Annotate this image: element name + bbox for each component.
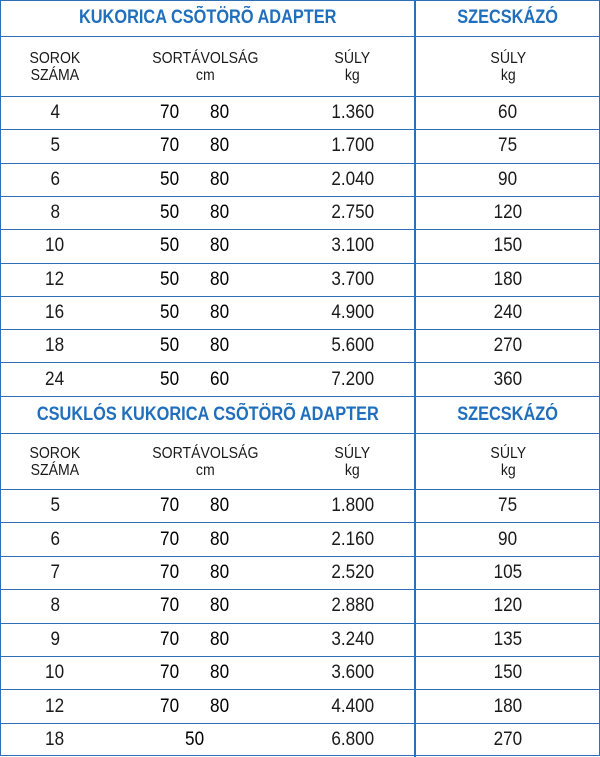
row-spacing-a-cell: 50 <box>160 335 180 357</box>
table-row <box>0 556 600 589</box>
row-spacing-b-cell: 80 <box>210 628 230 650</box>
table1-divider <box>414 0 416 396</box>
row-spacing-b-cell: 80 <box>210 528 230 550</box>
row-count-cell: 8 <box>50 202 60 224</box>
row-spacing-b-cell: 80 <box>210 268 230 290</box>
chopper-weight-cell: 150 <box>493 235 523 257</box>
row-spacing-b-cell: 80 <box>210 202 230 224</box>
row-count-cell: 10 <box>45 235 65 257</box>
row-count-cell: 10 <box>45 662 65 684</box>
row-spacing-b-cell: 80 <box>210 595 230 617</box>
row-count-cell: 16 <box>45 301 65 323</box>
weight-cell: 3.100 <box>331 235 374 257</box>
row-count-cell: 4 <box>50 102 60 124</box>
table-row <box>0 96 600 129</box>
chopper-weight-cell: 240 <box>493 301 523 323</box>
weight-cell: 2.160 <box>331 528 374 550</box>
row-spacing-a-cell: 50 <box>160 268 180 290</box>
header-rows-count-sub: SZÁMA <box>30 461 80 479</box>
header-row-spacing-unit: cm <box>195 66 215 84</box>
header-weight-unit: kg <box>345 66 360 84</box>
row-count-cell: 6 <box>50 168 60 190</box>
row-spacing-a-cell: 50 <box>160 202 180 224</box>
row-spacing-a-cell: 50 <box>160 368 180 390</box>
row-count-cell: 12 <box>45 268 65 290</box>
header-row-spacing: SORTÁVOLSÁG <box>151 49 259 67</box>
table2-side-title: SZECSKÁZÓ <box>457 404 559 425</box>
table-row <box>0 129 600 162</box>
row-spacing-a-cell: 70 <box>160 662 180 684</box>
table-row <box>0 163 600 196</box>
header-rows-count-sub: SZÁMA <box>30 66 80 84</box>
row-spacing-b-cell: 60 <box>210 368 230 390</box>
weight-cell: 5.600 <box>331 335 374 357</box>
row-spacing-b-cell: 80 <box>210 102 230 124</box>
weight-cell: 3.700 <box>331 268 374 290</box>
row-spacing-b-cell: 80 <box>210 335 230 357</box>
row-count-cell: 6 <box>50 528 60 550</box>
table-row <box>0 263 600 296</box>
table1-header-row <box>0 36 600 96</box>
chopper-weight-cell: 180 <box>493 268 523 290</box>
row-spacing-a-cell: 50 <box>160 168 180 190</box>
row-count-cell: 8 <box>50 595 60 617</box>
weight-cell: 1.700 <box>331 135 374 157</box>
row-spacing-b-cell: 80 <box>210 662 230 684</box>
table-row <box>0 296 600 329</box>
table1-title: KUKORICA CSÕTÖRÕ ADAPTER <box>78 7 337 28</box>
header-chopper-weight-unit: kg <box>500 461 516 479</box>
chopper-weight-cell: 75 <box>498 135 518 157</box>
weight-cell: 2.520 <box>331 561 374 583</box>
table-row <box>0 589 600 622</box>
table-csuklos-adapter <box>0 396 600 756</box>
chopper-weight-cell: 360 <box>493 368 523 390</box>
table2-title-row <box>0 397 600 433</box>
table-row <box>0 196 600 229</box>
chopper-weight-cell: 120 <box>493 202 523 224</box>
table-row <box>0 522 600 555</box>
weight-cell: 2.040 <box>331 168 374 190</box>
weight-cell: 3.600 <box>331 662 374 684</box>
weight-cell: 7.200 <box>331 368 374 390</box>
row-spacing-a-cell: 70 <box>160 528 180 550</box>
row-spacing-a-cell: 50 <box>160 301 180 323</box>
header-weight: SÚLY <box>334 49 371 67</box>
weight-cell: 2.750 <box>331 202 374 224</box>
chopper-weight-cell: 150 <box>493 662 523 684</box>
chopper-weight-cell: 90 <box>498 528 518 550</box>
table-row <box>0 489 600 522</box>
row-spacing-b-cell: 80 <box>210 561 230 583</box>
row-spacing-b-cell: 80 <box>210 301 230 323</box>
table-row <box>0 723 600 756</box>
table2-title: CSUKLÓS KUKORICA CSÕTÖRÕ ADAPTER <box>36 404 379 425</box>
row-spacing-b-cell: 80 <box>210 695 230 717</box>
header-row-spacing-unit: cm <box>195 461 215 479</box>
weight-cell: 4.400 <box>331 695 374 717</box>
chopper-weight-cell: 60 <box>498 102 518 124</box>
row-spacing-a-cell: 70 <box>160 628 180 650</box>
chopper-weight-cell: 90 <box>498 168 518 190</box>
chopper-weight-cell: 270 <box>493 728 523 750</box>
row-spacing-b-cell: 80 <box>210 168 230 190</box>
row-count-cell: 24 <box>45 368 65 390</box>
header-row-spacing: SORTÁVOLSÁG <box>151 444 259 462</box>
row-spacing-a-cell: 70 <box>160 561 180 583</box>
weight-cell: 1.360 <box>331 102 374 124</box>
table1-title-row <box>0 0 600 36</box>
chopper-weight-cell: 120 <box>493 595 523 617</box>
chopper-weight-cell: 105 <box>493 561 523 583</box>
row-count-cell: 18 <box>45 335 65 357</box>
header-weight-unit: kg <box>345 461 360 479</box>
table-row <box>0 689 600 722</box>
table-row <box>0 623 600 656</box>
row-count-cell: 18 <box>45 728 65 750</box>
weight-cell: 2.880 <box>331 595 374 617</box>
weight-cell: 4.900 <box>331 301 374 323</box>
table-row <box>0 329 600 362</box>
row-spacing-cell: 50 <box>185 728 205 750</box>
row-spacing-b-cell: 80 <box>210 495 230 517</box>
row-spacing-a-cell: 70 <box>160 102 180 124</box>
row-count-cell: 9 <box>50 628 60 650</box>
header-weight: SÚLY <box>334 444 371 462</box>
row-spacing-b-cell: 80 <box>210 135 230 157</box>
table-row <box>0 229 600 262</box>
row-spacing-b-cell: 80 <box>210 235 230 257</box>
table-row <box>0 656 600 689</box>
row-count-cell: 5 <box>50 495 60 517</box>
row-count-cell: 7 <box>50 561 60 583</box>
table-row <box>0 362 600 395</box>
table2-header-row <box>0 433 600 489</box>
table1-side-title: SZECSKÁZÓ <box>457 7 559 28</box>
chopper-weight-cell: 270 <box>493 335 523 357</box>
header-chopper-weight: SÚLY <box>490 444 526 462</box>
row-spacing-a-cell: 70 <box>160 595 180 617</box>
header-rows-count: SOROK <box>29 444 81 462</box>
row-spacing-a-cell: 70 <box>160 135 180 157</box>
row-count-cell: 5 <box>50 135 60 157</box>
row-spacing-a-cell: 70 <box>160 695 180 717</box>
chopper-weight-cell: 135 <box>493 628 523 650</box>
table2-divider <box>414 397 416 757</box>
weight-cell: 6.800 <box>331 728 374 750</box>
row-count-cell: 12 <box>45 695 65 717</box>
weight-cell: 3.240 <box>331 628 374 650</box>
chopper-weight-cell: 75 <box>498 495 518 517</box>
chopper-weight-cell: 180 <box>493 695 523 717</box>
header-chopper-weight: SÚLY <box>490 49 526 67</box>
row-spacing-a-cell: 50 <box>160 235 180 257</box>
row-spacing-a-cell: 70 <box>160 495 180 517</box>
header-chopper-weight-unit: kg <box>500 66 516 84</box>
weight-cell: 1.800 <box>331 495 374 517</box>
header-rows-count: SOROK <box>29 49 81 67</box>
